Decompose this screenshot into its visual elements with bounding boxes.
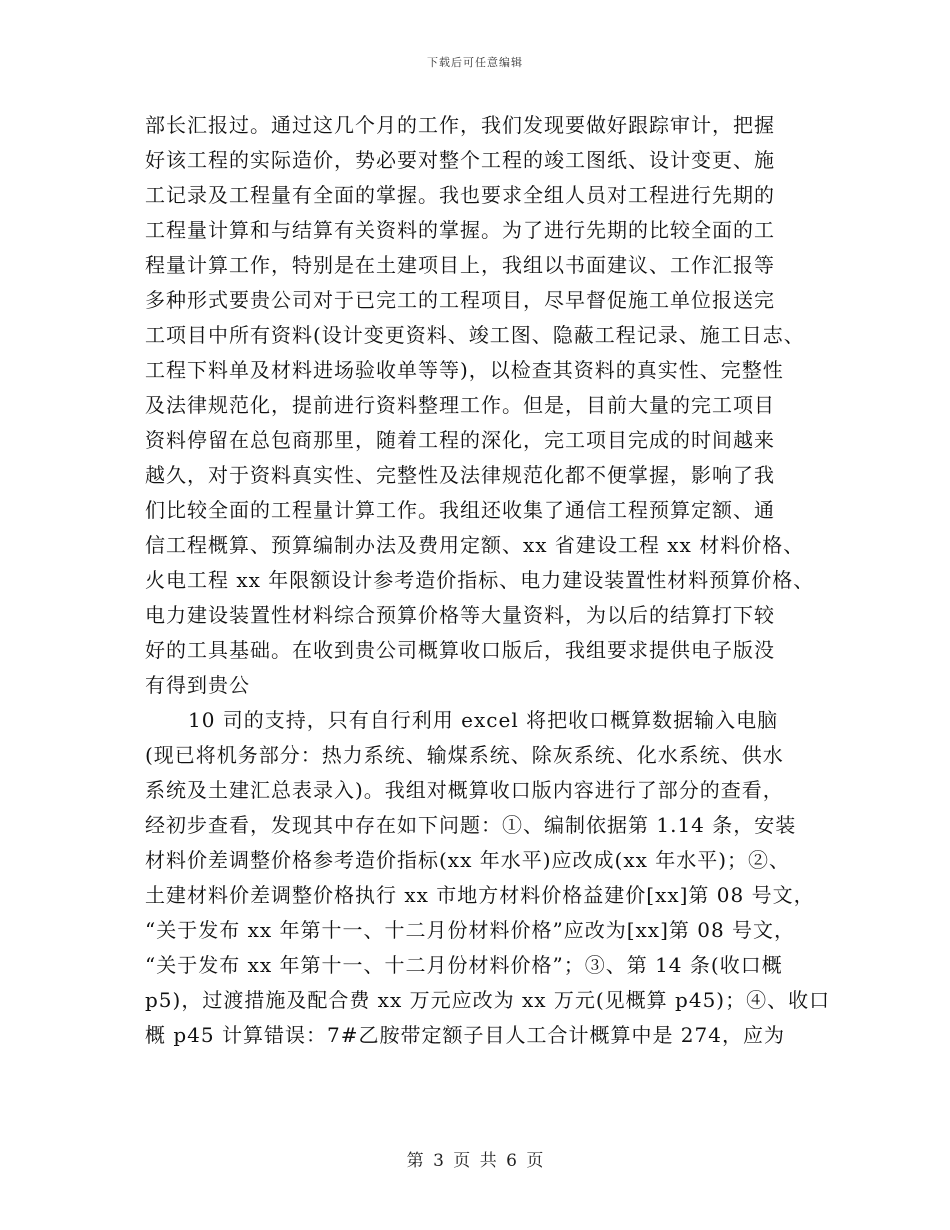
text-line: 概 p45 计算错误：7#乙胺带定额子目人工合计概算中是 274，应为 [145, 1023, 785, 1047]
text-line: 材料价差调整价格参考造价指标(xx 年水平)应改成(xx 年水平)；②、 [145, 848, 791, 872]
document-body [145, 108, 831, 1053]
text-line: 好该工程的实际造价，势必要对整个工程的竣工图纸、设计变更、施 [145, 148, 775, 172]
text-line: “关于发布 xx 年第十一、十二月份材料价格”应改为[xx]第 08 号文， [145, 918, 796, 942]
page-header: 下载后可任意编辑 [427, 56, 523, 69]
text-line: 多种形式要贵公司对于已完工的工程项目，尽早督促施工单位报送完 [145, 288, 775, 312]
text-line: 工项目中所有资料(设计变更资料、竣工图、隐蔽工程记录、施工日志、 [145, 323, 805, 347]
page-number: 第 3 页 共 6 页 [406, 1151, 544, 1171]
paragraph-1 [145, 108, 815, 703]
text-line: “关于发布 xx 年第十一、十二月份材料价格”；③、第 14 条(收口概 [145, 953, 783, 977]
paragraph-2 [145, 703, 831, 1053]
text-line: p5)，过渡措施及配合费 xx 万元应改为 xx 万元(见概算 p45)；④、收口 [145, 988, 831, 1012]
text-line: 越久，对于资料真实性、完整性及法律规范化都不便掌握，影响了我 [145, 463, 775, 487]
text-line: 程量计算工作，特别是在土建项目上，我组以书面建议、工作汇报等 [145, 253, 775, 277]
text-line: 工记录及工程量有全面的掌握。我也要求全组人员对工程进行先期的 [145, 183, 775, 207]
text-line: 信工程概算、预算编制办法及费用定额、xx 省建设工程 xx 材料价格、 [145, 533, 805, 557]
text-line: 火电工程 xx 年限额设计参考造价指标、电力建设装置性材料预算价格、 [145, 568, 815, 592]
text-line: (现已将机务部分：热力系统、输煤系统、除灰系统、化水系统、供水 [145, 743, 784, 767]
text-line: 经初步查看，发现其中存在如下问题：①、编制依据第 1.14 条，安装 [145, 813, 797, 837]
text-line: 土建材料价差调整价格执行 xx 市地方材料价格益建价[xx]第 08 号文， [145, 883, 815, 907]
text-line: 有得到贵公 [145, 673, 250, 697]
text-line: 工程量计算和与结算有关资料的掌握。为了进行先期的比较全面的工 [145, 218, 775, 242]
text-line: 系统及土建汇总表录入)。我组对概算收口版内容进行了部分的查看， [145, 778, 784, 802]
text-line: 们比较全面的工程量计算工作。我组还收集了通信工程预算定额、通 [145, 498, 775, 522]
text-line: 资料停留在总包商那里，随着工程的深化，完工项目完成的时间越来 [145, 428, 775, 452]
text-line: 及法律规范化，提前进行资料整理工作。但是，目前大量的完工项目 [145, 393, 775, 417]
text-line: 好的工具基础。在收到贵公司概算收口版后，我组要求提供电子版没 [145, 638, 775, 662]
text-line: 10 司的支持，只有自行利用 excel 将把收口概算数据输入电脑 [188, 708, 779, 732]
text-line: 电力建设装置性材料综合预算价格等大量资料，为以后的结算打下较 [145, 603, 775, 627]
text-line: 工程下料单及材料进场验收单等等)，以检查其资料的真实性、完整性 [145, 358, 784, 382]
text-line: 部长汇报过。通过这几个月的工作，我们发现要做好跟踪审计，把握 [145, 113, 775, 137]
